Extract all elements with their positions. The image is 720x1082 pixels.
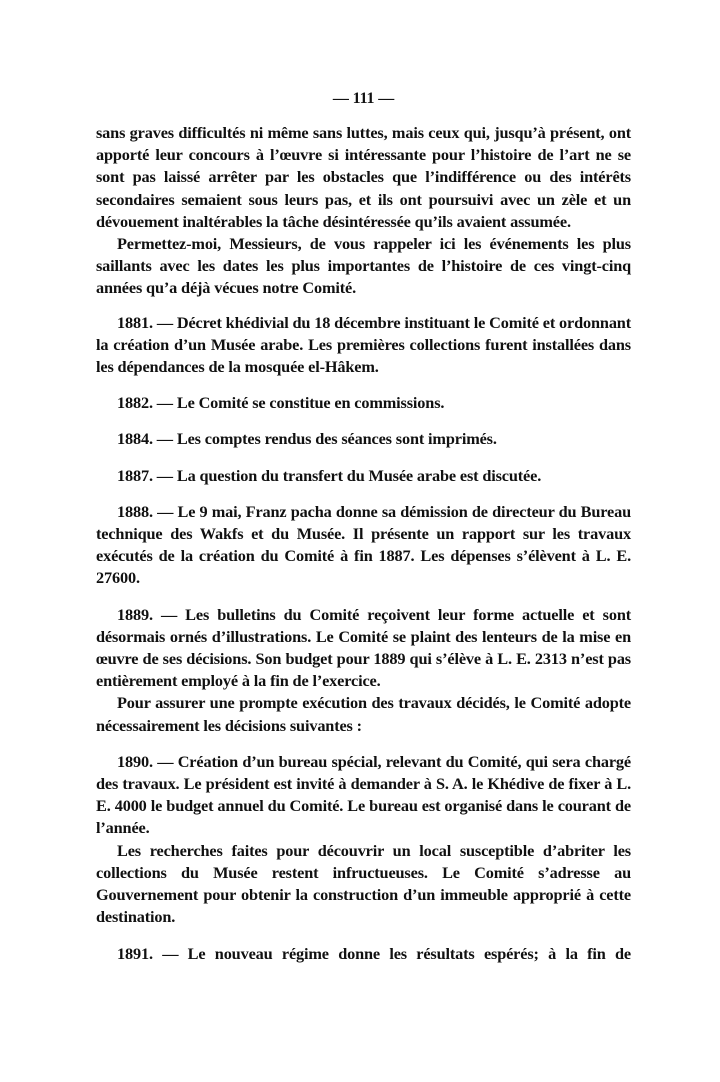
chronology-entry-1882 [96, 392, 631, 414]
entry-text: — Les comptes rendus des séances sont imprimés. [152, 429, 497, 449]
paragraph-continuation: sans graves difficultés ni même sans luttes, mais ceux qui, jusqu’à présent, ont apporté leur concours à l’œuvre si intéressante pour l’histoire de l’art ne se sont pas laissé arrêter par les obstacles que l’indifférence ou des intérêts secondaires semaient sous leurs pas, et ils ont poursuivi avec un zèle et un dévouement inaltérables la tâche désintéressée qu’ils avaient assumée. [96, 123, 631, 231]
chronology-entry-1887 [96, 465, 631, 487]
entry-year: 1887. [117, 465, 153, 485]
chronology-entry-1889 [96, 604, 631, 693]
entry-year: 1881. [117, 312, 153, 332]
chronology-entry-1890 [96, 751, 631, 840]
document-page [96, 88, 631, 965]
chronology-entry-1891 [96, 943, 631, 965]
entry-year: 1888. [117, 501, 153, 521]
entry-year: 1884. [117, 429, 153, 449]
entry-year: 1889. [117, 604, 153, 624]
chronology-entry-1889-followup: Pour assurer une prompte exécution des travaux décidés, le Comité adopte nécessairement les décisions suivantes : [96, 693, 631, 735]
chronology-entry-1890-followup: Les recherches faites pour découvrir un local susceptible d’abriter les collections du Musée restent infructueuses. Le Comité s’adresse au Gouvernement pour obtenir la construction d’un immeuble approprié à cette destination. [96, 840, 631, 927]
page-number: — 111 — [332, 90, 395, 107]
entry-text: — La question du transfert du Musée arabe est discutée. [152, 465, 542, 485]
entry-year: 1882. [117, 393, 153, 413]
chronology-entry-1884 [96, 428, 631, 450]
entry-text: — Décret khédivial du 18 décembre instituant le Comité et ordonnant la création d’un Musée arabe. Les premières collections furent installées dans les dépendances de la mosquée el-Hâkem. [96, 312, 631, 377]
entry-year: 1890. [117, 751, 153, 771]
entry-text: — Le Comité se constitue en commissions. [152, 393, 445, 413]
paragraph-intro: Permettez-moi, Messieurs, de vous rappeler ici les événements les plus saillants avec les dates les plus importantes de l’histoire de ces vingt-cinq années qu’a déjà vécues notre Comité. [96, 234, 631, 298]
chronology-entry-1881 [96, 312, 631, 379]
chronology-entry-1888 [96, 501, 631, 590]
entry-text: — Création d’un bureau spécial, relevant du Comité, qui sera chargé des travaux. Le président est invité à demander à S. A. le Khédive de fixer à L. E. 4000 le budget annuel du Comité. Le bureau est organisé dans le courant de l’année. [96, 751, 631, 838]
entry-year: 1891. [117, 943, 153, 963]
entry-text: — Les bulletins du Comité reçoivent leur forme actuelle et sont désormais ornés d’illustrations. Le Comité se plaint des lenteurs de la mise en œuvre de ses décisions. Son budget pour 1889 qui s’élève à L. E. 2313 n’est pas entièrement employé à la fin de l’exercice. [96, 604, 631, 691]
entry-text: — Le nouveau régime donne les résultats espérés; à la fin de [152, 943, 631, 963]
entry-text: — Le 9 mai, Franz pacha donne sa démission de directeur du Bureau technique des Wakfs et du Musée. Il présente un rapport sur les travaux exécutés de la création du Comité à fin 1887. Les dépenses s’élèvent à L. E. 27600. [96, 501, 631, 588]
